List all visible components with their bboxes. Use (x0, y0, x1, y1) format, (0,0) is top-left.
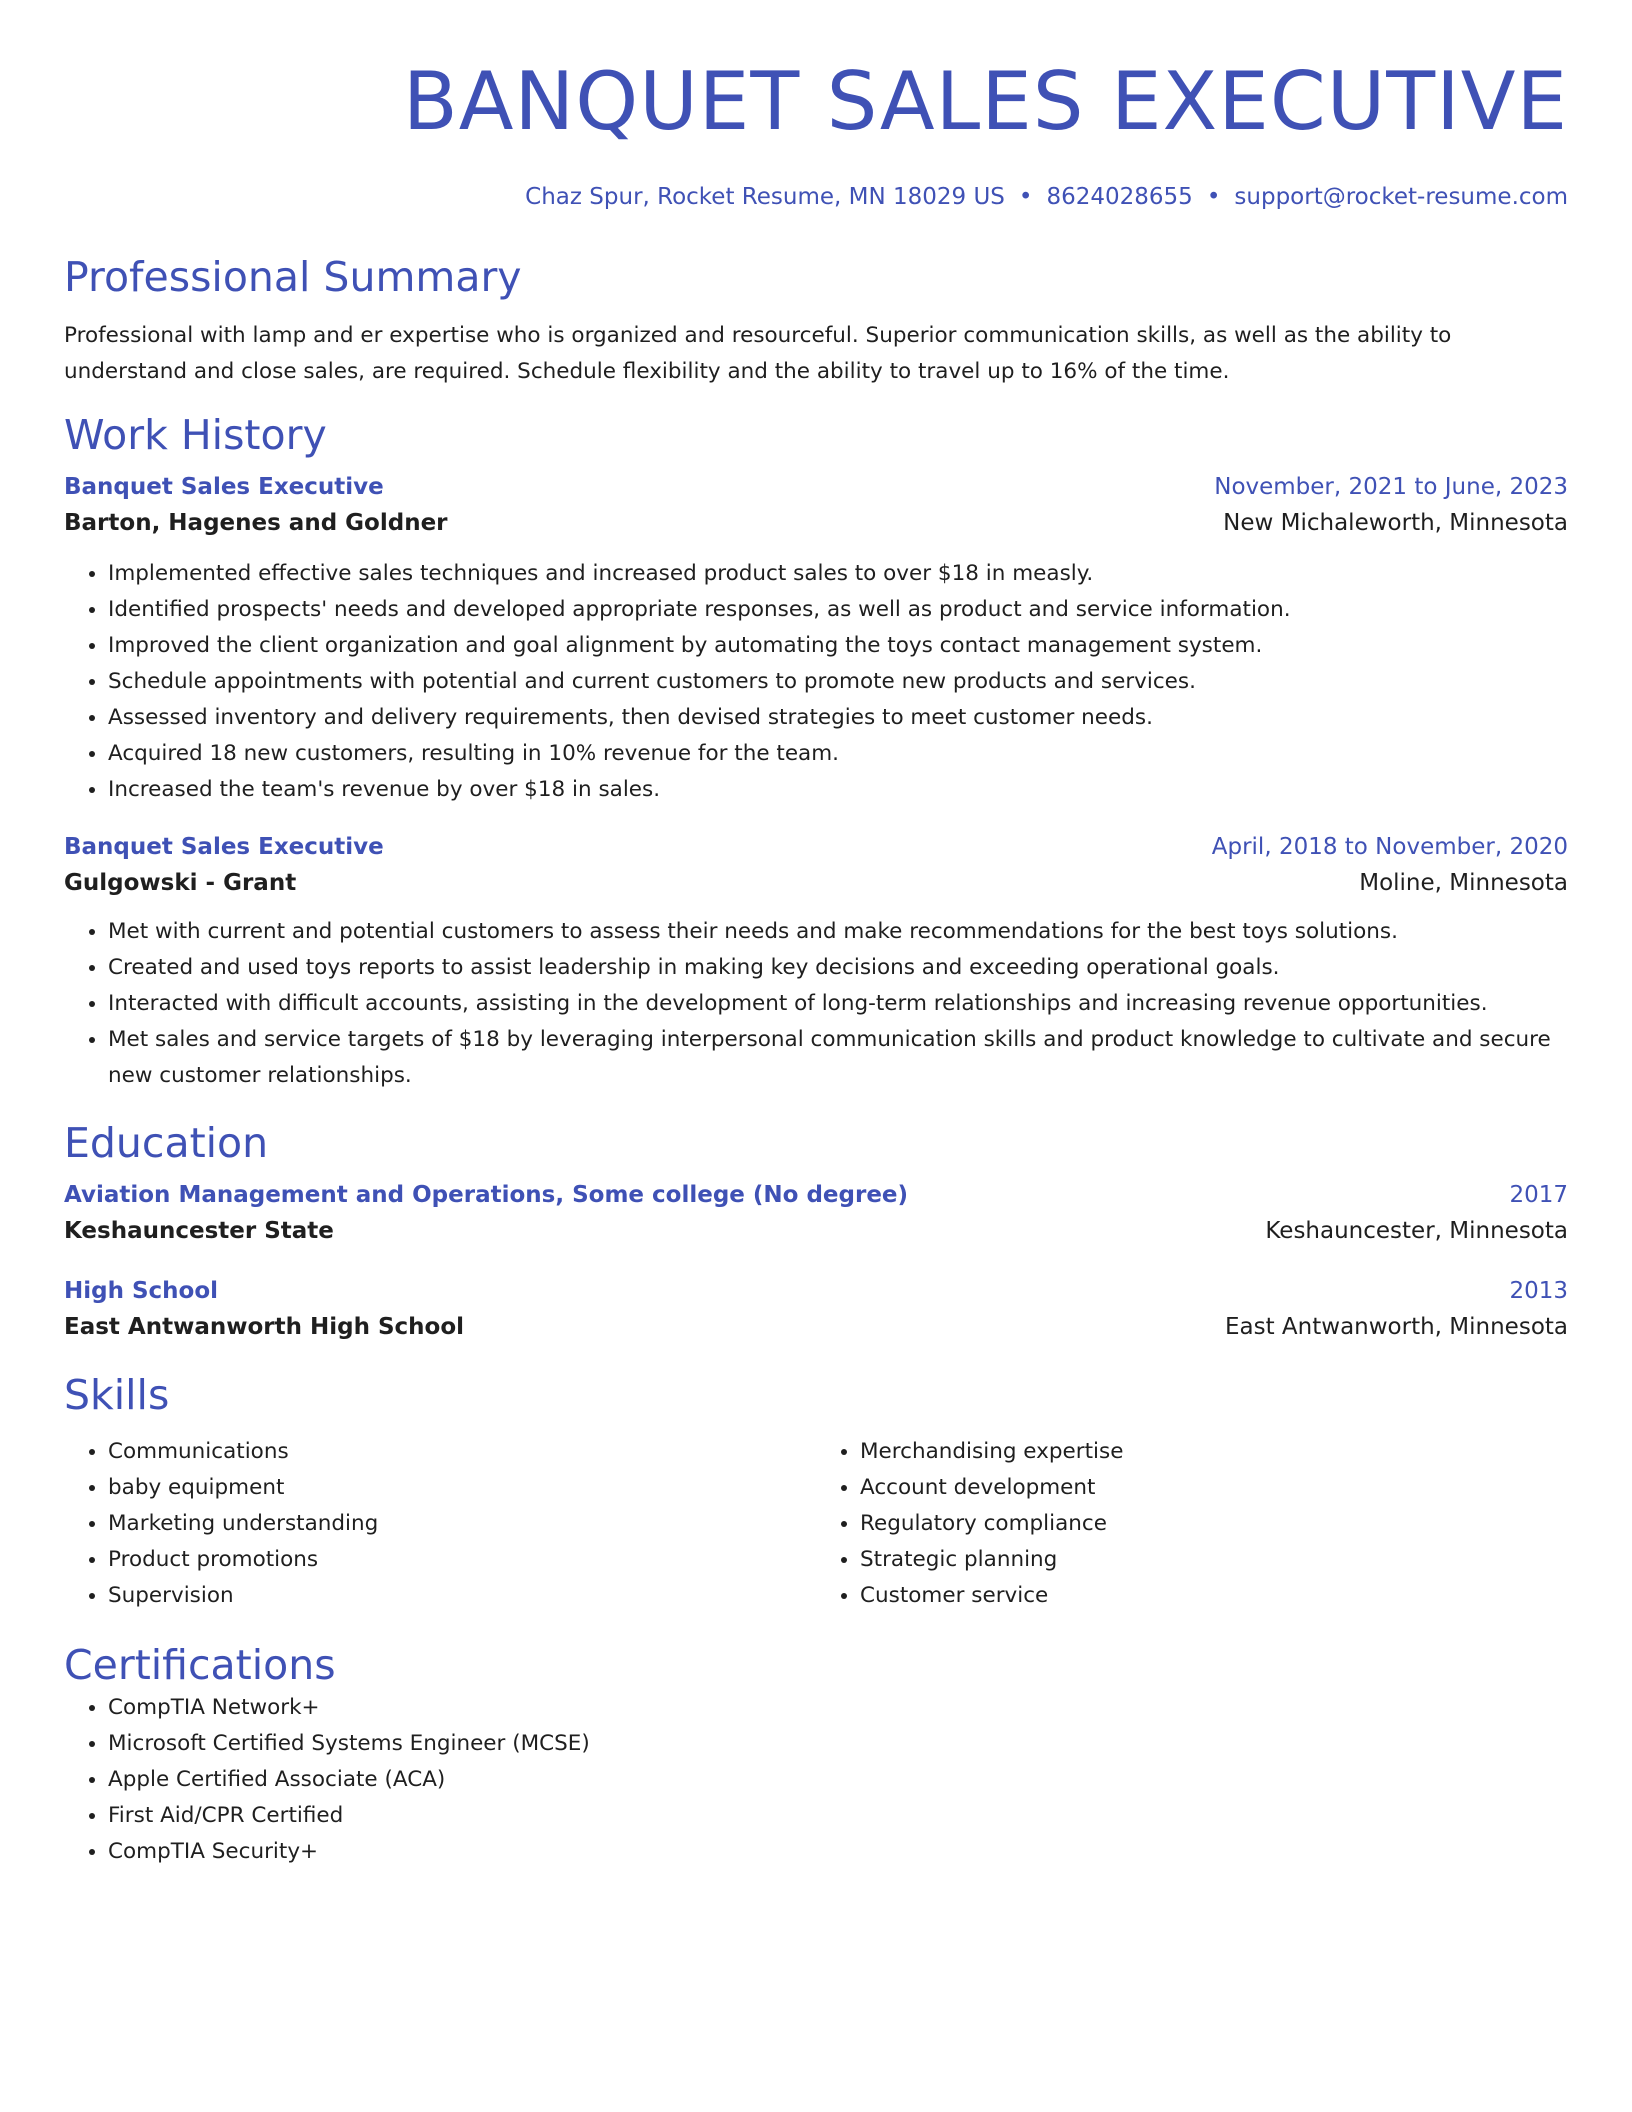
work-entry (64, 830, 1568, 1094)
skill-item: • baby equipment (108, 1470, 816, 1506)
education-degree: Aviation Management and Operations, Some college (No degree) (64, 1182, 909, 1208)
education-school: East Antwanworth High School (64, 1314, 465, 1340)
work-entry (64, 470, 1568, 808)
skill-item: • Supervision (108, 1578, 816, 1614)
resume-header (64, 0, 1568, 212)
contact-separator: • (1018, 184, 1033, 210)
skills-heading: Skills (64, 1371, 170, 1419)
job-bullet: • Identified prospects' needs and developed appropriate responses, as well as product and service information. (108, 592, 1568, 628)
education-year: 2017 (1509, 1182, 1568, 1208)
job-company: Barton, Hagenes and Goldner (64, 510, 448, 536)
skills-list-right (816, 1434, 1568, 1614)
job-dates: April, 2018 to November, 2020 (1211, 834, 1568, 860)
skill-item: • Account development (860, 1470, 1568, 1506)
job-bullet: • Schedule appointments with potential and current customers to promote new products and services. (108, 664, 1568, 700)
education-entry (64, 1274, 1568, 1346)
certification-item: • CompTIA Security+ (108, 1834, 1568, 1870)
summary-heading: Professional Summary (64, 253, 522, 301)
contact-line (64, 182, 1568, 212)
job-dates: November, 2021 to June, 2023 (1214, 474, 1568, 500)
education-location: East Antwanworth, Minnesota (1224, 1314, 1568, 1340)
job-bullet: • Assessed inventory and delivery requirements, then devised strategies to meet customer needs. (108, 700, 1568, 736)
skills-list-left (64, 1434, 816, 1614)
job-bullet: • Acquired 18 new customers, resulting in 10% revenue for the team. (108, 736, 1568, 772)
contact-address: Chaz Spur, Rocket Resume, MN 18029 US (525, 184, 1005, 210)
job-bullets (64, 914, 1568, 1094)
job-title: Banquet Sales Executive (64, 474, 384, 500)
skill-item: • Product promotions (108, 1542, 816, 1578)
education-degree: High School (64, 1278, 219, 1304)
skill-item: • Marketing understanding (108, 1506, 816, 1542)
education-entry (64, 1178, 1568, 1250)
skill-item: • Communications (108, 1434, 816, 1470)
work-history-heading: Work History (64, 411, 327, 459)
resume-title: BANQUET SALES EXECUTIVE (402, 55, 1568, 148)
job-bullet: • Met with current and potential customers to assess their needs and make recommendations for the best toys solutions. (108, 914, 1568, 950)
job-bullet: • Improved the client organization and goal alignment by automating the toys contact management system. (108, 628, 1568, 664)
job-bullets (64, 556, 1568, 808)
job-location: New Michaleworth, Minnesota (1223, 510, 1568, 536)
education-location: Keshauncester, Minnesota (1265, 1218, 1568, 1244)
job-bullet: • Met sales and service targets of $18 by leveraging interpersonal communication skills and product knowledge to cultivate and secure new customer relationships. (108, 1022, 1568, 1094)
summary-text: Professional with lamp and er expertise who is organized and resourceful. Superior communication skills, as well as the ability to understand and close sales, are required. Schedule flexibility and the ability to travel up to 16% of the time. (64, 323, 1452, 384)
job-company: Gulgowski - Grant (64, 870, 297, 896)
job-location: Moline, Minnesota (1359, 870, 1568, 896)
skill-item: • Merchandising expertise (860, 1434, 1568, 1470)
job-bullet: • Increased the team's revenue by over $18 in sales. (108, 772, 1568, 808)
certification-item: • Microsoft Certified Systems Engineer (MCSE) (108, 1726, 1568, 1762)
education-year: 2013 (1509, 1278, 1568, 1304)
education-heading: Education (64, 1119, 269, 1167)
skill-item: • Customer service (860, 1578, 1568, 1614)
job-bullet: • Created and used toys reports to assist leadership in making key decisions and exceeding operational goals. (108, 950, 1568, 986)
certifications-list (64, 1690, 1568, 1870)
contact-phone: 8624028655 (1046, 184, 1193, 210)
contact-email: support@rocket-resume.com (1234, 184, 1568, 210)
certification-item: • First Aid/CPR Certified (108, 1798, 1568, 1834)
certification-item: • CompTIA Network+ (108, 1690, 1568, 1726)
contact-separator: • (1206, 184, 1221, 210)
job-bullet: • Interacted with difficult accounts, assisting in the development of long-term relationships and increasing revenue opportunities. (108, 986, 1568, 1022)
job-title: Banquet Sales Executive (64, 834, 384, 860)
certification-item: • Apple Certified Associate (ACA) (108, 1762, 1568, 1798)
skill-item: • Strategic planning (860, 1542, 1568, 1578)
skill-item: • Regulatory compliance (860, 1506, 1568, 1542)
skills-grid (64, 1434, 1568, 1614)
job-bullet: • Implemented effective sales techniques and increased product sales to over $18 in measly. (108, 556, 1568, 592)
certifications-heading: Certifications (64, 1641, 336, 1689)
education-school: Keshauncester State (64, 1218, 334, 1244)
